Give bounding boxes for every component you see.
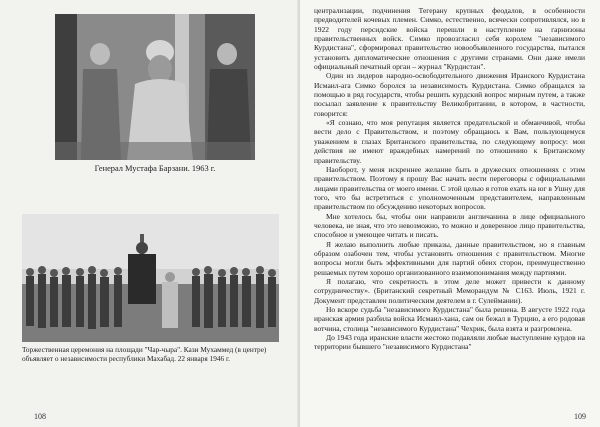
- paragraph: Я желаю выполнить любые приказы, данные правительством, но я главным образом озабочен тем, чтобы установить отношения с правительством. Многие вопросы могли быть эффективными для партий обеих сторон, преимущественно решаемых путем хорошо организованного взаимопонимания между партиями.: [314, 239, 585, 277]
- paragraph: «Я сознаю, что моя репутация является предательской и обманчивой, чтобы вести дело с Правительством, и поэтому обращаюсь к Вам, пользующемуся уважением в глазах Британского правительства, по следующему вопросу: мои действия не имеют враждебных намерений по отношению к Британскому правительству.: [314, 118, 585, 165]
- right-page-number: 109: [574, 412, 586, 421]
- paragraph: Но вскоре судьба "независимого Курдистана" была решена. В августе 1922 года иранская армия разбила войска Исмаил-хана, сам он бежал в Турцию, а его родовая вотчина, столица "независимого Курдистана" Чехрик, была взята и разгромлена.: [314, 305, 585, 333]
- left-page-number: 108: [34, 412, 46, 421]
- photo2-caption: Торжественная церемония на площади "Чар-чыра". Кази Мухаммед (в центре) объявляет о независимости республики Махабад. 22 января 1946 г.: [22, 345, 267, 363]
- photo1-caption: Генерал Мустафа Барзани. 1963 г.: [94, 164, 216, 173]
- paragraph: Наоборот, у меня искреннее желание быть в дружеских отношениях с этим правительством. Поэтому я прошу Вас начать вести переговоры с официальными лицами правительства от моего имени. С этой целью я готов ехать на юг в Ушну для того, что бы встретиться с уполномоченным представителем, направленным правительством по обсуждению некоторых вопросов.: [314, 164, 585, 212]
- body-text: [314, 6, 585, 352]
- paragraph: централизации, подчинения Тегерану крупных феодалов, в особенности предводителей кочевых племен. Симко, естественно, всячески сопротивлялся, но в 1922 году персидские войска перешли в наступление на гарнизоны правительственных войск. Симко провозгласил себя королем "независимого Курдистана", сформировал правительство новообъявленного государства, пытался установить дипломатические отношения с другими странами. Они даже имели официальный печатный орган – журнал "Курдистан".: [314, 6, 585, 72]
- right-page: [300, 0, 600, 427]
- paragraph: Один из лидеров народно-освободительного движения Иранского Курдистана Исмаил-ага Симко боролся за независимость Курдистана. Симко обращался за помощью в ряд государств, чтобы решить курдский вопрос мирным путем, а также посылал заявление к правительству Великобритании, в котором, в частности, говорится:: [314, 71, 585, 118]
- portrait-photo: [55, 14, 255, 160]
- paragraph: До 1943 года иранские власти жестоко подавляли любые выступление курдов на территории бывшего "независимого Курдистана": [314, 333, 585, 352]
- paragraph: Я полагаю, что секретность в этом деле может привести к данному сотрудничеству». (Британский секретный Меморандум № С163. Июль, 1921 г. Документ представлен политическим деятелем в г. Сулеймании).: [314, 276, 585, 305]
- ceremony-photo: [22, 214, 279, 342]
- paragraph: Мне хотелось бы, чтобы они направили англичанина в лице официального человека, не зная, что это невозможно, то можно и доверенное лицо правительства, способное и умеющее читать и писать.: [314, 211, 585, 240]
